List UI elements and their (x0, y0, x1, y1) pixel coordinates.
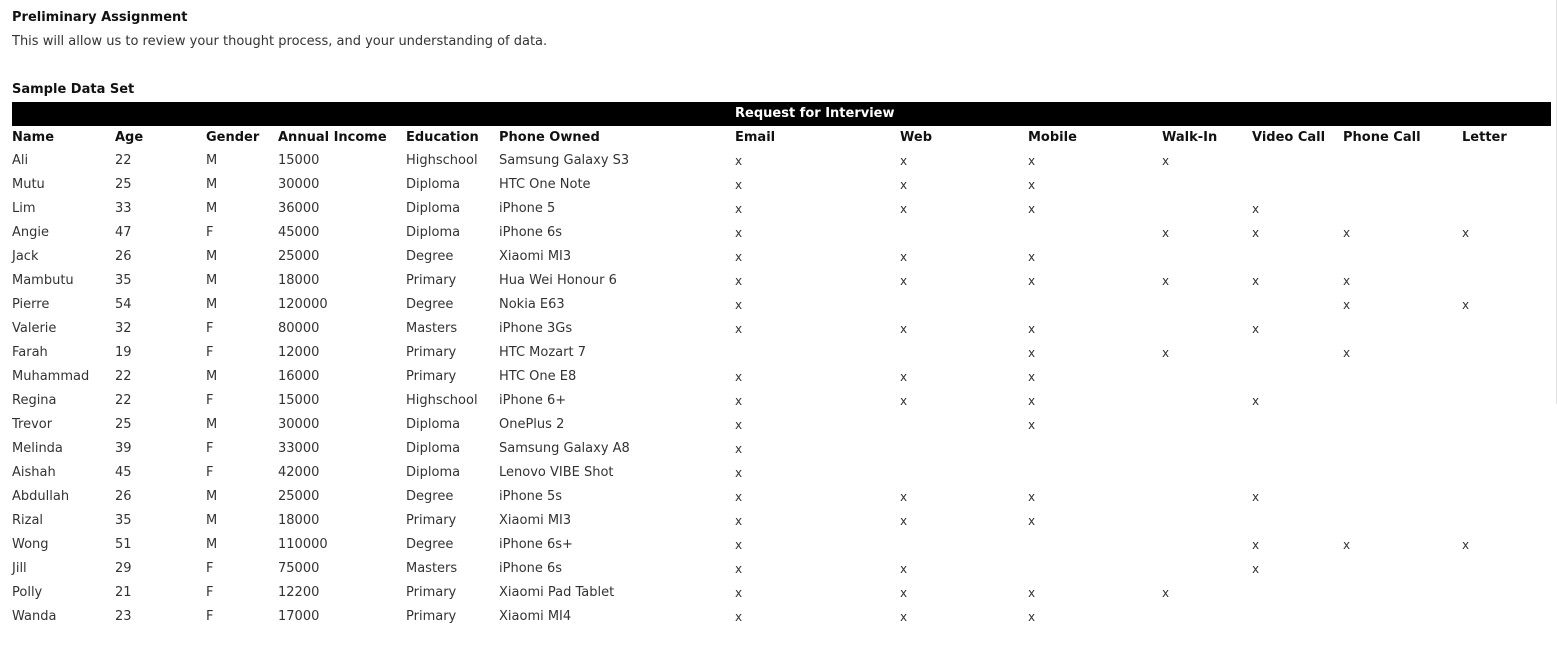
cell-gender: M (206, 297, 218, 312)
cell-education: Diploma (406, 441, 461, 456)
cell-gender: F (206, 321, 214, 336)
cell-phone-owned: Xiaomi MI3 (499, 249, 572, 264)
cell-age: 19 (115, 345, 132, 360)
cell-email: x (735, 298, 743, 312)
cell-age: 22 (115, 393, 132, 408)
cell-web: x (900, 490, 908, 504)
header-video-call: Video Call (1252, 130, 1326, 145)
cell-walk-in: x (1162, 586, 1170, 600)
cell-annual-income: 12000 (278, 345, 320, 360)
cell-email: x (735, 418, 743, 432)
cell-email: x (735, 250, 743, 264)
cell-age: 26 (115, 249, 132, 264)
table-row (0, 246, 1557, 270)
cell-annual-income: 18000 (278, 513, 320, 528)
cell-name: Muhammad (12, 369, 90, 384)
cell-video-call: x (1252, 226, 1260, 240)
cell-phone-owned: Samsung Galaxy A8 (499, 441, 630, 456)
cell-annual-income: 120000 (278, 297, 328, 312)
cell-web: x (900, 202, 908, 216)
header-letter: Letter (1462, 130, 1507, 145)
cell-age: 32 (115, 321, 132, 336)
header-web: Web (900, 130, 932, 145)
cell-gender: M (206, 177, 218, 192)
cell-name: Wong (12, 537, 49, 552)
cell-gender: F (206, 561, 214, 576)
cell-name: Aishah (12, 465, 56, 480)
cell-phone-owned: HTC Mozart 7 (499, 345, 586, 360)
cell-email: x (735, 274, 743, 288)
cell-video-call: x (1252, 490, 1260, 504)
cell-annual-income: 25000 (278, 249, 320, 264)
cell-mobile: x (1028, 322, 1036, 336)
cell-name: Lim (12, 201, 36, 216)
cell-phone-owned: OnePlus 2 (499, 417, 565, 432)
document-description: This will allow us to review your thought process, and your understanding of data. (12, 34, 548, 49)
table-row (0, 582, 1557, 606)
cell-phone-owned: iPhone 6+ (499, 393, 567, 408)
header-education: Education (406, 130, 479, 145)
cell-annual-income: 15000 (278, 153, 320, 168)
table-row (0, 150, 1557, 174)
table-row (0, 390, 1557, 414)
cell-age: 35 (115, 273, 132, 288)
section-title: Sample Data Set (12, 82, 135, 97)
cell-age: 51 (115, 537, 132, 552)
cell-web: x (900, 178, 908, 192)
cell-email: x (735, 538, 743, 552)
cell-mobile: x (1028, 202, 1036, 216)
cell-education: Masters (406, 561, 458, 576)
cell-gender: F (206, 465, 214, 480)
cell-gender: F (206, 585, 214, 600)
cell-education: Diploma (406, 225, 461, 240)
cell-phone-owned: HTC One Note (499, 177, 591, 192)
cell-web: x (900, 370, 908, 384)
cell-video-call: x (1252, 322, 1260, 336)
cell-web: x (900, 274, 908, 288)
cell-web: x (900, 610, 908, 624)
cell-mobile: x (1028, 586, 1036, 600)
cell-gender: M (206, 369, 218, 384)
cell-email: x (735, 586, 743, 600)
cell-letter: x (1462, 298, 1470, 312)
request-banner-label: Request for Interview (735, 106, 895, 121)
cell-phone-owned: Hua Wei Honour 6 (499, 273, 617, 288)
cell-phone-owned: iPhone 6s (499, 225, 563, 240)
cell-annual-income: 30000 (278, 177, 320, 192)
cell-walk-in: x (1162, 346, 1170, 360)
cell-education: Primary (406, 345, 457, 360)
cell-phone-call: x (1343, 226, 1351, 240)
cell-age: 45 (115, 465, 132, 480)
cell-gender: M (206, 489, 218, 504)
cell-web: x (900, 322, 908, 336)
cell-mobile: x (1028, 178, 1036, 192)
cell-video-call: x (1252, 202, 1260, 216)
cell-name: Angie (12, 225, 49, 240)
cell-annual-income: 42000 (278, 465, 320, 480)
table-row (0, 294, 1557, 318)
cell-phone-call: x (1343, 274, 1351, 288)
cell-age: 26 (115, 489, 132, 504)
cell-annual-income: 75000 (278, 561, 320, 576)
cell-walk-in: x (1162, 274, 1170, 288)
cell-web: x (900, 154, 908, 168)
cell-web: x (900, 586, 908, 600)
cell-phone-owned: Lenovo VIBE Shot (499, 465, 614, 480)
cell-email: x (735, 490, 743, 504)
cell-education: Diploma (406, 177, 461, 192)
cell-gender: M (206, 273, 218, 288)
table-row (0, 222, 1557, 246)
cell-web: x (900, 514, 908, 528)
cell-phone-owned: iPhone 3Gs (499, 321, 573, 336)
cell-education: Primary (406, 273, 457, 288)
cell-gender: M (206, 513, 218, 528)
cell-gender: M (206, 201, 218, 216)
cell-gender: F (206, 441, 214, 456)
header-annual-income: Annual Income (278, 130, 387, 145)
cell-name: Regina (12, 393, 57, 408)
cell-annual-income: 17000 (278, 609, 320, 624)
cell-mobile: x (1028, 250, 1036, 264)
cell-name: Farah (12, 345, 48, 360)
cell-phone-owned: iPhone 6s+ (499, 537, 573, 552)
cell-gender: M (206, 417, 218, 432)
cell-web: x (900, 250, 908, 264)
cell-mobile: x (1028, 490, 1036, 504)
header-name: Name (12, 130, 55, 145)
table-row (0, 462, 1557, 486)
cell-annual-income: 18000 (278, 273, 320, 288)
cell-phone-call: x (1343, 346, 1351, 360)
cell-age: 21 (115, 585, 132, 600)
cell-mobile: x (1028, 418, 1036, 432)
header-walk-in: Walk-In (1162, 130, 1218, 145)
cell-web: x (900, 562, 908, 576)
cell-email: x (735, 370, 743, 384)
cell-gender: F (206, 609, 214, 624)
document-title: Preliminary Assignment (12, 10, 188, 25)
cell-gender: M (206, 153, 218, 168)
cell-email: x (735, 394, 743, 408)
cell-name: Ali (12, 153, 29, 168)
table-row (0, 318, 1557, 342)
cell-education: Degree (406, 489, 454, 504)
table-row (0, 510, 1557, 534)
cell-name: Polly (12, 585, 43, 600)
cell-phone-owned: Samsung Galaxy S3 (499, 153, 630, 168)
cell-education: Primary (406, 609, 457, 624)
header-mobile: Mobile (1028, 130, 1077, 145)
cell-phone-owned: Xiaomi MI4 (499, 609, 572, 624)
cell-education: Primary (406, 585, 457, 600)
header-gender: Gender (206, 130, 260, 145)
cell-email: x (735, 514, 743, 528)
cell-age: 25 (115, 177, 132, 192)
cell-name: Jack (12, 249, 39, 264)
cell-letter: x (1462, 538, 1470, 552)
cell-age: 47 (115, 225, 132, 240)
header-email: Email (735, 130, 776, 145)
cell-phone-owned: iPhone 6s (499, 561, 563, 576)
header-phone-call: Phone Call (1343, 130, 1421, 145)
cell-education: Diploma (406, 417, 461, 432)
cell-annual-income: 33000 (278, 441, 320, 456)
cell-age: 35 (115, 513, 132, 528)
cell-age: 22 (115, 153, 132, 168)
cell-video-call: x (1252, 274, 1260, 288)
table-row (0, 486, 1557, 510)
cell-email: x (735, 154, 743, 168)
cell-gender: F (206, 345, 214, 360)
cell-education: Highschool (406, 393, 478, 408)
header-age: Age (115, 130, 144, 145)
cell-gender: F (206, 393, 214, 408)
cell-phone-owned: iPhone 5 (499, 201, 556, 216)
cell-walk-in: x (1162, 154, 1170, 168)
cell-annual-income: 12200 (278, 585, 320, 600)
table-row (0, 558, 1557, 582)
cell-age: 29 (115, 561, 132, 576)
cell-annual-income: 110000 (278, 537, 328, 552)
cell-video-call: x (1252, 394, 1260, 408)
cell-phone-owned: iPhone 5s (499, 489, 563, 504)
cell-education: Degree (406, 297, 454, 312)
cell-video-call: x (1252, 562, 1260, 576)
cell-mobile: x (1028, 610, 1036, 624)
cell-annual-income: 25000 (278, 489, 320, 504)
cell-phone-call: x (1343, 538, 1351, 552)
cell-name: Melinda (12, 441, 63, 456)
cell-gender: F (206, 225, 214, 240)
cell-name: Abdullah (12, 489, 70, 504)
cell-mobile: x (1028, 274, 1036, 288)
cell-education: Diploma (406, 201, 461, 216)
cell-mobile: x (1028, 154, 1036, 168)
table-row (0, 534, 1557, 558)
cell-annual-income: 36000 (278, 201, 320, 216)
cell-age: 22 (115, 369, 132, 384)
cell-annual-income: 80000 (278, 321, 320, 336)
cell-email: x (735, 202, 743, 216)
cell-name: Wanda (12, 609, 57, 624)
cell-name: Jill (12, 561, 27, 576)
table-row (0, 342, 1557, 366)
table-row (0, 198, 1557, 222)
cell-email: x (735, 442, 743, 456)
cell-letter: x (1462, 226, 1470, 240)
cell-mobile: x (1028, 346, 1036, 360)
table-row (0, 366, 1557, 390)
cell-age: 25 (115, 417, 132, 432)
cell-email: x (735, 226, 743, 240)
cell-education: Degree (406, 537, 454, 552)
cell-web: x (900, 394, 908, 408)
cell-phone-owned: HTC One E8 (499, 369, 577, 384)
cell-mobile: x (1028, 370, 1036, 384)
cell-phone-call: x (1343, 298, 1351, 312)
header-phone-owned: Phone Owned (499, 130, 600, 145)
cell-education: Primary (406, 369, 457, 384)
cell-annual-income: 16000 (278, 369, 320, 384)
cell-gender: M (206, 537, 218, 552)
cell-name: Pierre (12, 297, 50, 312)
cell-education: Highschool (406, 153, 478, 168)
cell-phone-owned: Xiaomi MI3 (499, 513, 572, 528)
data-table-body (0, 150, 1557, 630)
cell-education: Primary (406, 513, 457, 528)
cell-gender: M (206, 249, 218, 264)
cell-name: Valerie (12, 321, 57, 336)
cell-age: 33 (115, 201, 132, 216)
cell-annual-income: 30000 (278, 417, 320, 432)
cell-age: 54 (115, 297, 132, 312)
cell-education: Degree (406, 249, 454, 264)
cell-education: Diploma (406, 465, 461, 480)
cell-phone-owned: Nokia E63 (499, 297, 565, 312)
table-row (0, 438, 1557, 462)
cell-name: Trevor (12, 417, 53, 432)
table-row (0, 174, 1557, 198)
cell-annual-income: 45000 (278, 225, 320, 240)
cell-age: 23 (115, 609, 132, 624)
cell-walk-in: x (1162, 226, 1170, 240)
cell-mobile: x (1028, 514, 1036, 528)
cell-email: x (735, 562, 743, 576)
cell-email: x (735, 178, 743, 192)
cell-email: x (735, 322, 743, 336)
table-row (0, 414, 1557, 438)
cell-annual-income: 15000 (278, 393, 320, 408)
cell-email: x (735, 466, 743, 480)
cell-phone-owned: Xiaomi Pad Tablet (499, 585, 615, 600)
table-row (0, 270, 1557, 294)
request-banner (12, 102, 1551, 126)
cell-name: Mutu (12, 177, 45, 192)
cell-education: Masters (406, 321, 458, 336)
cell-name: Rizal (12, 513, 44, 528)
cell-mobile: x (1028, 394, 1036, 408)
cell-video-call: x (1252, 538, 1260, 552)
cell-email: x (735, 610, 743, 624)
cell-name: Mambutu (12, 273, 74, 288)
table-row (0, 606, 1557, 630)
cell-age: 39 (115, 441, 132, 456)
